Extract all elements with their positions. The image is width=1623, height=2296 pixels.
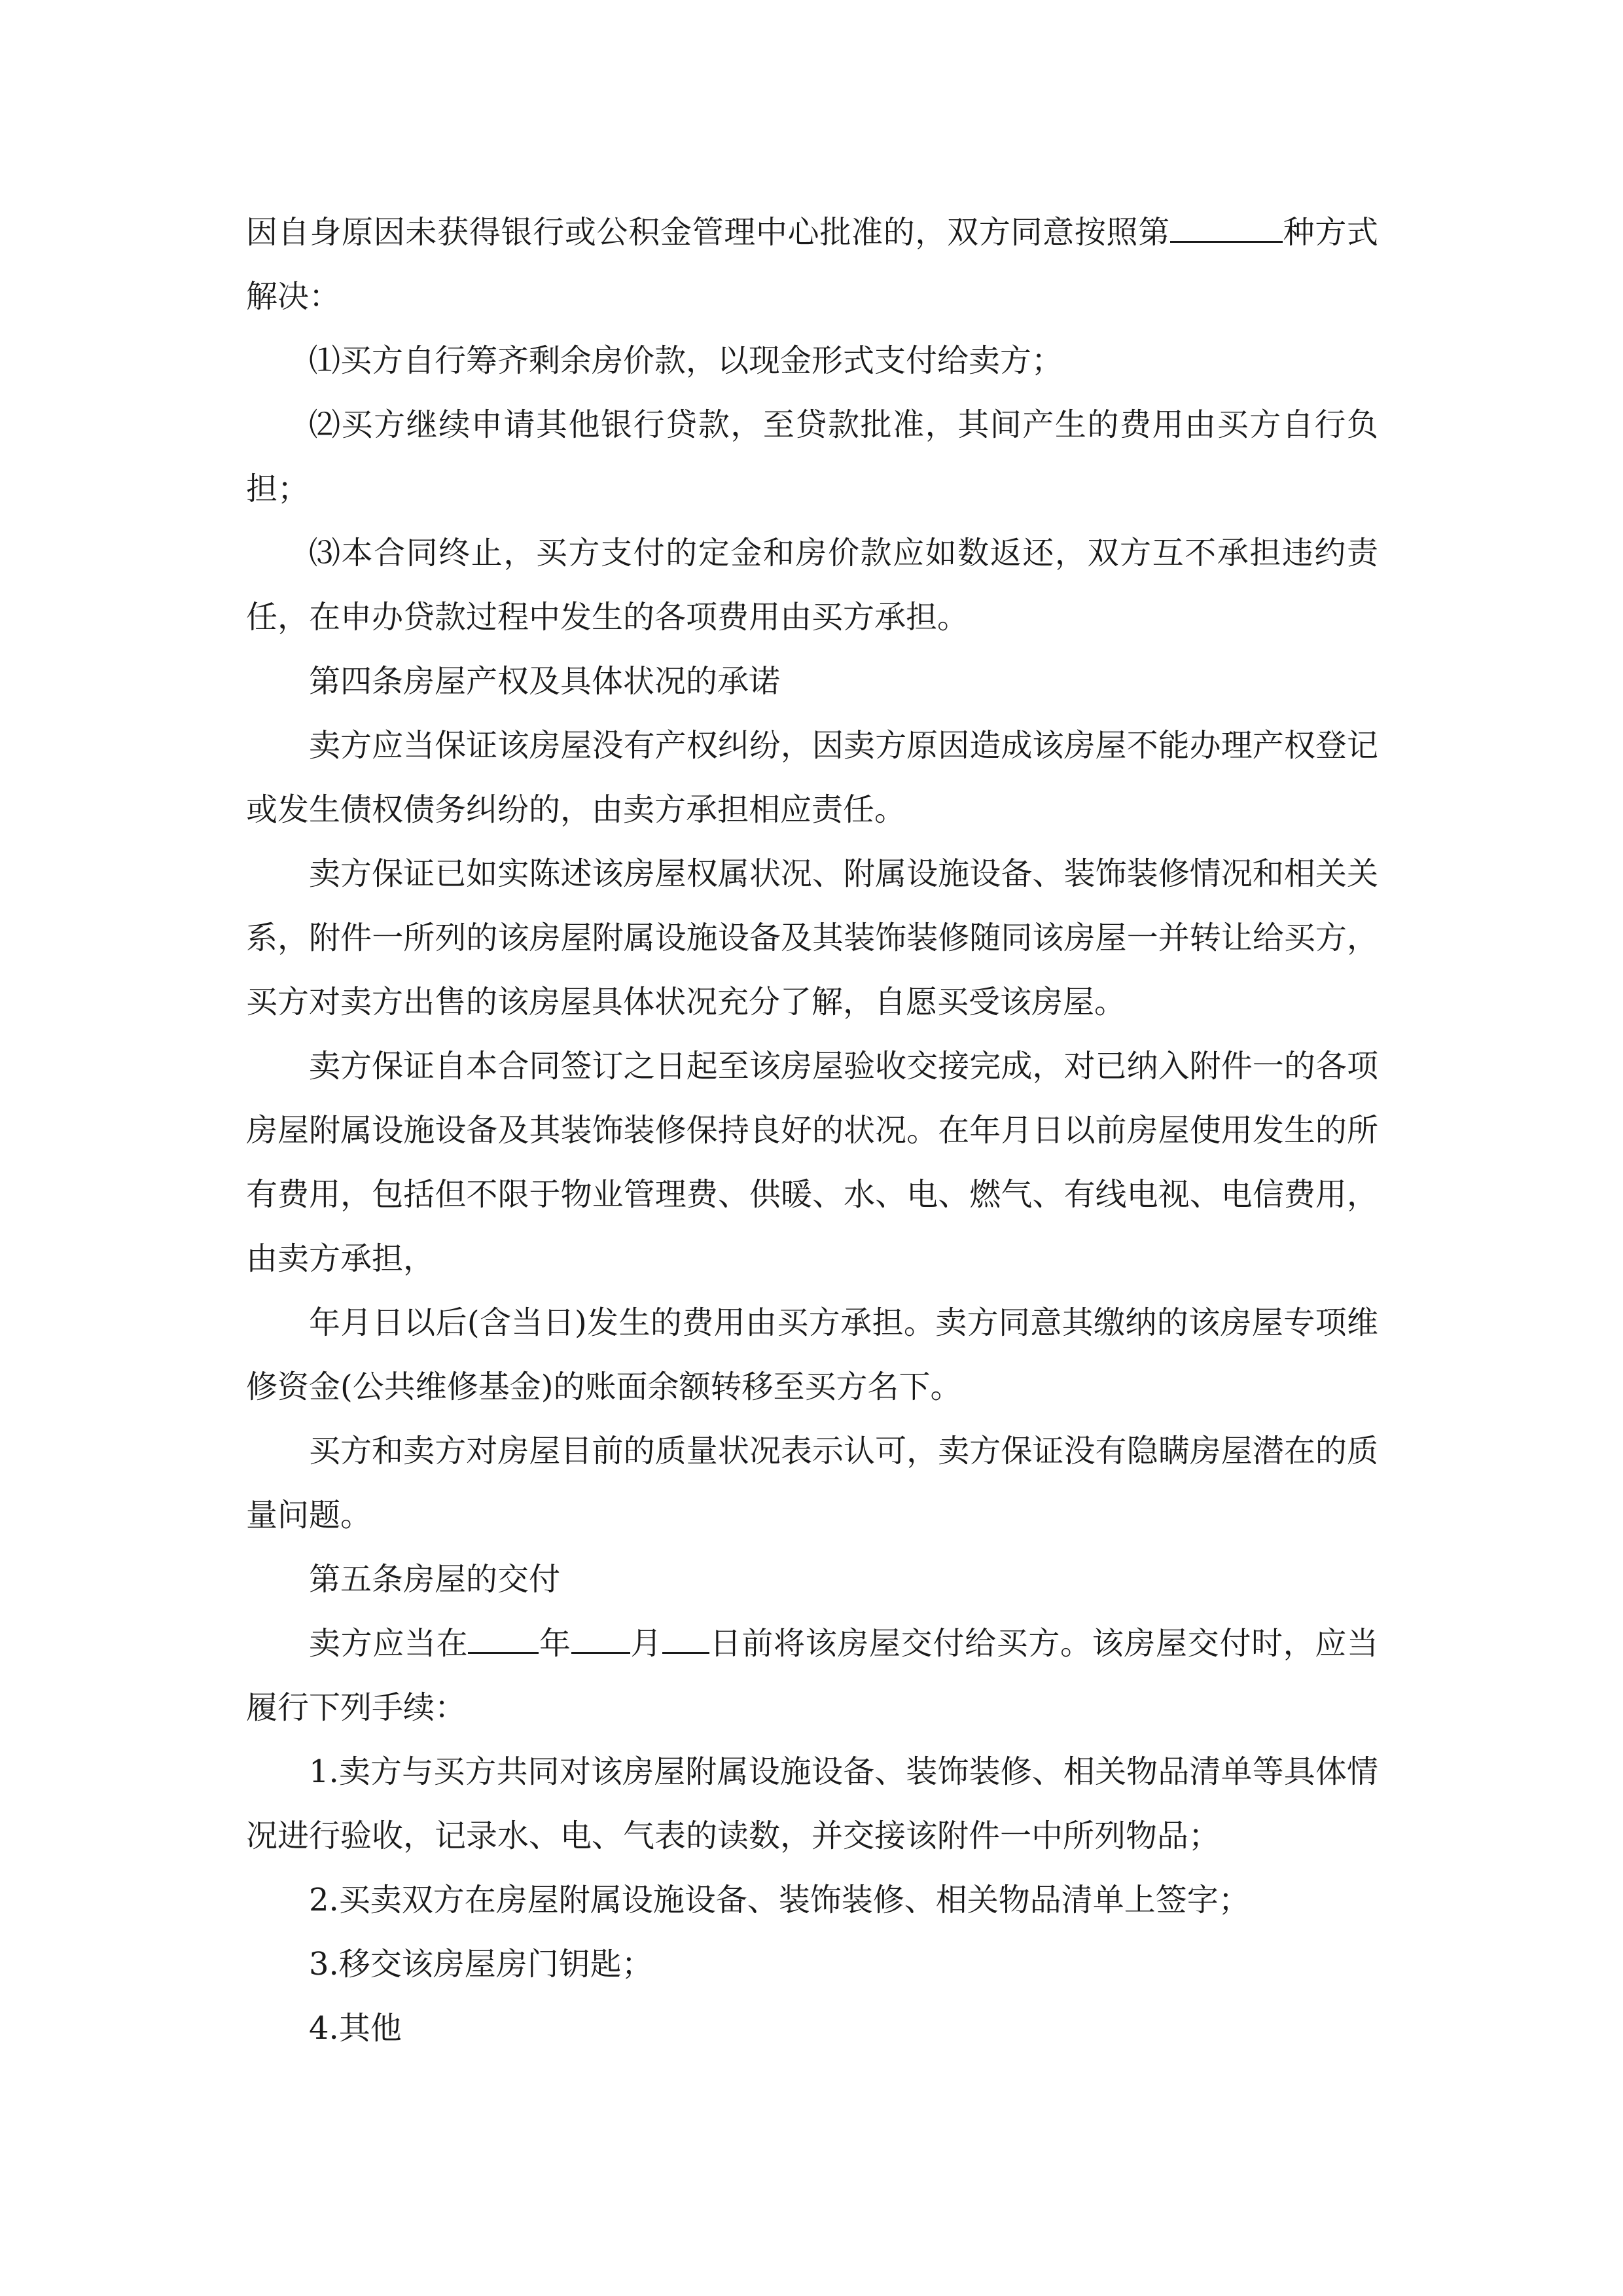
paragraph-loan-failure [246, 200, 1378, 329]
list-item-other: 4.其他 [309, 2010, 402, 2047]
paragraph-option-1: ⑴买方自行筹齐剩余房价款，以现金形式支付给卖方； [309, 342, 1063, 379]
paragraph-quality-acknowledgement: 买方和卖方对房屋目前的质量状况表示认可，卖方保证没有隐瞒房屋潜在的质量问题。 [246, 1433, 1378, 1534]
blank-day [662, 1623, 709, 1654]
text-segment: 种方式解决： [246, 214, 1378, 315]
blank-month [571, 1623, 630, 1654]
article-4-heading: 第四条房屋产权及具体状况的承诺 [309, 663, 781, 700]
paragraph-ownership-guarantee: 卖方应当保证该房屋没有产权纠纷，因卖方原因造成该房屋不能办理产权登记或发生债权债务纠纷的，由卖方承担相应责任。 [246, 727, 1378, 828]
text-segment: 卖方应当在 [309, 1625, 469, 1662]
paragraph-costs-after-date: 年月日以后(含当日)发生的费用由买方承担。卖方同意其缴纳的该房屋专项维修资金(公共维修基金)的账面余额转移至买方名下。 [246, 1304, 1378, 1405]
paragraph-maintenance-costs: 卖方保证自本合同签订之日起至该房屋验收交接完成，对已纳入附件一的各项房屋附属设施设备及其装饰装修保持良好的状况。在年月日以前房屋使用发生的所有费用，包括但不限于物业管理费、供暖、水、电、燃气、有线电视、电信费用，由卖方承担， [246, 1048, 1378, 1277]
list-item-keys: 3.移交该房屋房门钥匙； [309, 1946, 653, 1982]
document-body [246, 200, 1378, 2060]
text-segment: 年 [539, 1625, 571, 1662]
paragraph-option-3: ⑶本合同终止，买方支付的定金和房价款应如数返还，双方互不承担违约责任，在申办贷款过程中发生的各项费用由买方承担。 [246, 535, 1378, 636]
paragraph-delivery-date [246, 1611, 1378, 1740]
text-segment: 月 [630, 1625, 663, 1662]
list-item-inspection: 1.卖方与买方共同对该房屋附属设施设备、装饰装修、相关物品清单等具体情况进行验收，记录水、电、气表的读数，并交接该附件一中所列物品； [246, 1753, 1378, 1854]
blank-option-number [1170, 212, 1283, 243]
paragraph-condition-statement: 卖方保证已如实陈述该房屋权属状况、附属设施设备、装饰装修情况和相关关系，附件一所列的该房屋附属设施设备及其装饰装修随同该房屋一并转让给买方，买方对卖方出售的该房屋具体状况充分了解，自愿买受该房屋。 [246, 855, 1378, 1020]
article-5-heading: 第五条房屋的交付 [309, 1561, 561, 1598]
list-item-signatures: 2.买卖双方在房屋附属设施设备、装饰装修、相关物品清单上签字； [309, 1882, 1250, 1918]
text-segment: 因自身原因未获得银行或公积金管理中心批准的，双方同意按照第 [246, 214, 1170, 251]
text-segment: 日前将该房屋交付给买方。该房屋交付时，应当履行下列手续： [246, 1625, 1378, 1726]
paragraph-option-2: ⑵买方继续申请其他银行贷款，至贷款批准，其间产生的费用由买方自行负担； [246, 406, 1378, 507]
blank-year [468, 1623, 539, 1654]
